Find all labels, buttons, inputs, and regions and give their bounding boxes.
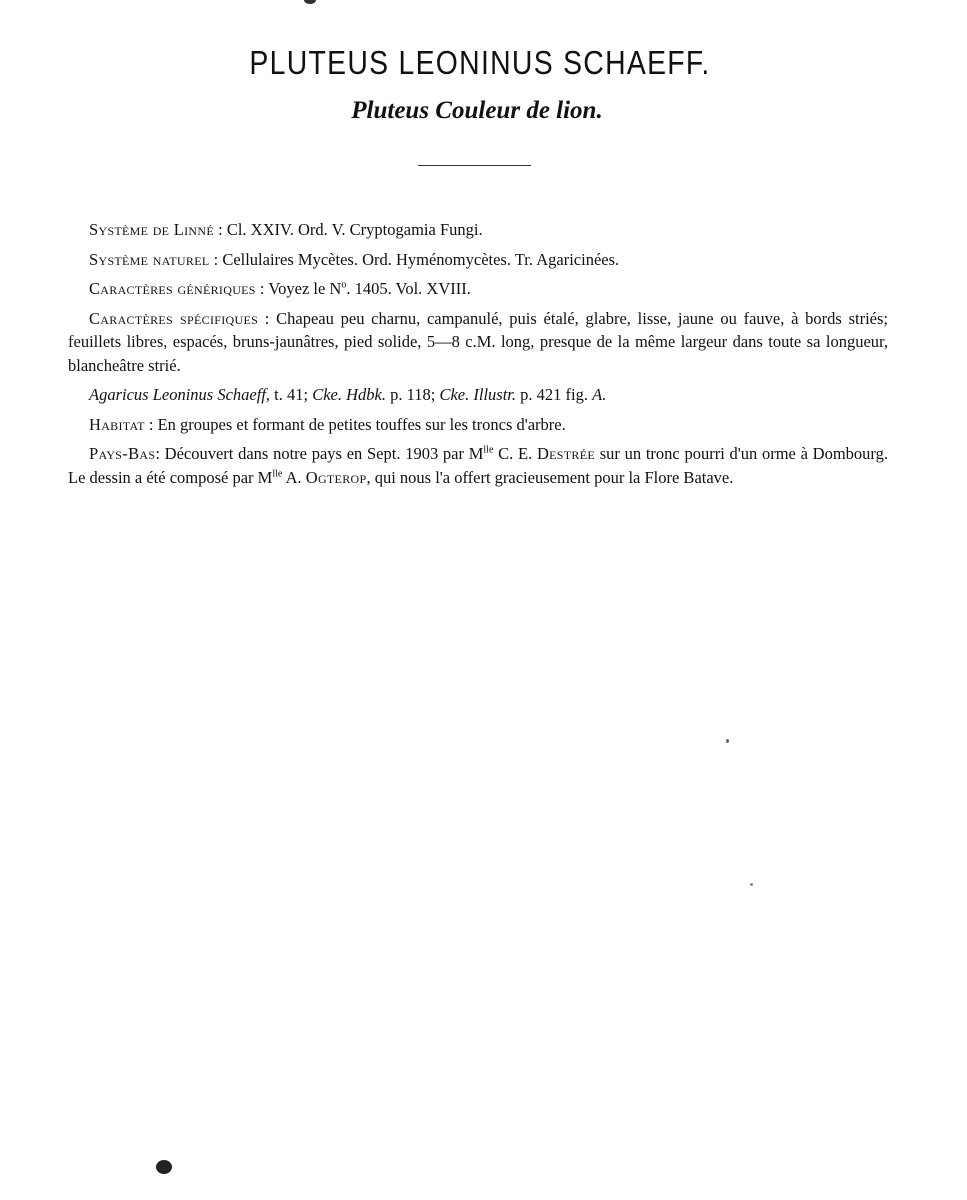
reference-text: p. 421 fig.	[516, 385, 593, 404]
entry-naturel	[68, 248, 888, 272]
page-title: PLUTEUS LEONINUS SCHAEFF.	[249, 44, 711, 81]
reference-citation: A.	[592, 385, 607, 404]
entry-specifiques	[68, 307, 888, 378]
entry-text: Cl. XXIV. Ord. V. Cryptogamia Fungi.	[226, 220, 483, 239]
entry-label: Habitat	[89, 414, 145, 434]
superscript: lle	[483, 444, 494, 456]
person-name: Ogterop	[305, 467, 367, 487]
entry-habitat	[68, 413, 888, 437]
reference-citation: Agaricus Leoninus Schaeff	[89, 385, 266, 404]
scan-speck	[726, 739, 729, 743]
person-name: Destrée	[536, 444, 595, 463]
entry-label: Système naturel	[89, 249, 210, 269]
page-subtitle: Pluteus Couleur de lion.	[351, 97, 603, 124]
scan-speck	[750, 883, 753, 886]
reference-text: p. 118;	[385, 385, 440, 404]
reference-text: , t. 41;	[265, 385, 313, 404]
entry-separator: :	[155, 444, 165, 463]
entry-label: Système de Linné	[89, 220, 214, 239]
entry-text: sur un tronc pourri d'un orme à Dombourg. Le dessin a été composé par M	[68, 444, 888, 487]
entry-label: Caractères génériques	[89, 279, 256, 298]
entry-text: C. E.	[493, 444, 537, 463]
entry-linne	[68, 218, 888, 242]
entry-text: Voyez le N	[268, 279, 342, 298]
entry-generiques	[68, 277, 888, 301]
entry-separator: :	[213, 220, 227, 239]
entry-text: . 1405. Vol. XVIII.	[346, 279, 471, 298]
entry-label: Pays-Bas	[89, 444, 156, 463]
scan-speck	[156, 1160, 172, 1174]
scan-speck	[304, 0, 316, 4]
reference-citation: Cke. Hdbk.	[312, 385, 386, 404]
superscript: o	[341, 279, 347, 291]
entry-pays-bas	[68, 442, 888, 489]
entry-text: En groupes et formant de petites touffes sur les troncs d'arbre.	[157, 414, 566, 434]
entry-text: Chapeau peu charnu, campanulé, puis étalé, glabre, lisse, jaune ou fauve, à bords striés; feuillets libres, espacés, bruns-jaunâtres, pied solide, 5—8 c.M. long, presque de la même largeur dans toute sa longueur, blancheâtre strié.	[68, 308, 888, 375]
reference-citation: Cke. Illustr.	[439, 385, 517, 404]
entry-separator: :	[258, 308, 277, 328]
entry-label: Caractères spécifiques	[89, 308, 259, 328]
entry-text: A.	[282, 467, 306, 487]
entry-separator: :	[255, 279, 269, 298]
superscript: lle	[272, 468, 283, 479]
entry-references	[68, 383, 888, 407]
document-body	[68, 218, 888, 495]
entry-text: Découvert dans notre pays en Sept. 1903 par M	[164, 444, 484, 463]
entry-separator: :	[209, 249, 223, 269]
entry-text: , qui nous l'a offert gracieusement pour la Flore Batave.	[366, 467, 734, 487]
title-divider	[418, 165, 531, 166]
entry-text: Cellulaires Mycètes. Ord. Hyménomycètes. Tr. Agaricinées.	[222, 249, 620, 269]
entry-separator: :	[144, 414, 158, 434]
